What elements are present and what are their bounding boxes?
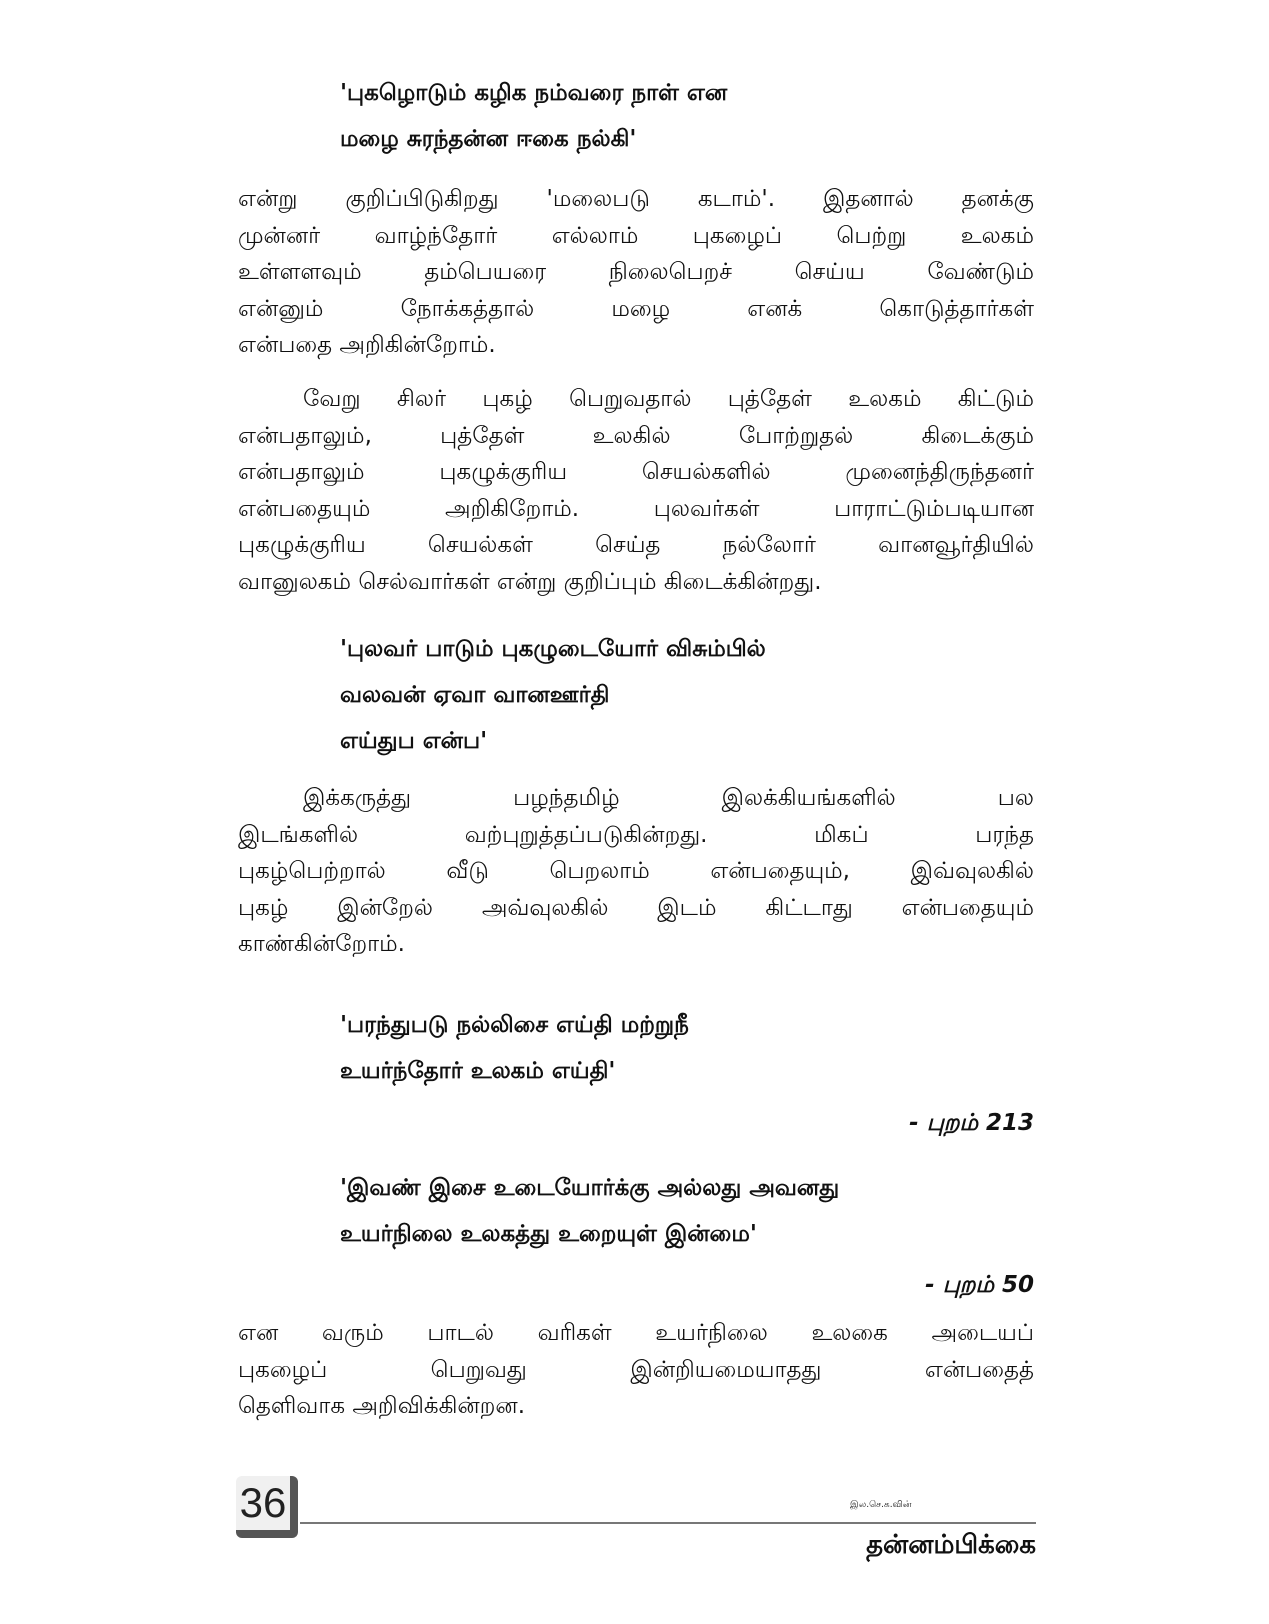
verse-line: மழை சுரந்தன்ன ஈகை நல்கி' [340,126,637,152]
body-paragraph [238,1315,1034,1425]
body-paragraph [238,780,1034,963]
paragraph-line: வேறு சிலர் புகழ் பெறுவதால் புத்தேள் உலகம் கிட்டும் [303,386,1034,412]
verse-quote [340,1165,839,1257]
verse-line: எய்துப என்ப' [340,728,488,754]
verse-line: 'பரந்துபடு நல்லிசை எய்தி மற்றுநீ [340,1012,689,1038]
paragraph-line: என வரும் பாடல் வரிகள் உயர்நிலை உலகை அடையப் [238,1320,1034,1346]
body-paragraph [238,381,1034,600]
verse-source: - புறம் 213 [909,1110,1034,1136]
paragraph-line: இடங்களில் வற்புறுத்தப்படுகின்றது. மிகப் பரந்த [238,821,1034,848]
paragraph-line: என்னும் நோக்கத்தால் மழை எனக் கொடுத்தார்கள் [238,295,1034,322]
paragraph-line: தெளிவாக அறிவிக்கின்றன. [238,1393,526,1419]
footer-rule [300,1522,1036,1524]
paragraph-line: என்பதாலும், புத்தேள் உலகில் போற்றுதல் கிடைக்கும் [238,422,1034,449]
paragraph-line: முன்னர் வாழ்ந்தோர் எல்லாம் புகழைப் பெற்று உலகம் [238,222,1034,249]
body-paragraph [238,181,1034,364]
verse-line: உயர்ந்தோர் உலகம் எய்தி' [340,1058,616,1084]
paragraph-line: வானுலகம் செல்வார்கள் என்று குறிப்பும் கிடைக்கின்றது. [238,568,822,595]
paragraph-line: காண்கின்றோம். [238,931,405,957]
verse-quote [340,626,766,764]
paragraph-line: புகழ்பெற்றால் வீடு பெறலாம் என்பதையும், இவ்வுலகில் [238,858,1034,884]
paragraph-line: என்பதை அறிகின்றோம். [238,332,496,358]
paragraph-line: என்பதாலும் புகழுக்குரிய செயல்களில் முனைந்திருந்தனர் [238,459,1034,485]
paragraph-line: என்பதையும் அறிகிறோம். புலவர்கள் பாராட்டும்படியான [238,495,1034,522]
verse-line: 'இவண் இசை உடையோர்க்கு அல்லது அவனது [340,1175,840,1201]
page-number: 36 [239,1479,287,1526]
verse-line: 'புலவர் பாடும் புகழுடையோர் விசும்பில் [340,636,766,662]
verse-line: உயர்நிலை உலகத்து உறையுள் இன்மை' [340,1221,757,1247]
footer-book-title: தன்னம்பிக்கை [866,1530,1036,1560]
verse-line: 'புகழொடும் கழிக நம்வரை நாள் என [340,80,728,106]
paragraph-line: உள்ளளவும் தம்பெயரை நிலைபெறச் செய்ய வேண்டும் [238,259,1034,285]
paragraph-line: புகழுக்குரிய செயல்கள் செய்த நல்லோர் வானவூர்தியில் [238,532,1034,558]
paragraph-line: இக்கருத்து பழந்தமிழ் இலக்கியங்களில் பல [303,785,1034,811]
verse-quote [340,70,727,162]
footer-publisher: இல.செ.க.வின் [850,1500,912,1510]
paragraph-line: புகழ் இன்றேல் அவ்வுலகில் இடம் கிட்டாது என்பதையும் [238,894,1034,921]
verse-line: வலவன் ஏவா வானஊர்தி [340,682,610,708]
paragraph-line: என்று குறிப்பிடுகிறது 'மலைபடு கடாம்'. இதனால் தனக்கு [238,186,1034,212]
verse-source: - புறம் 50 [925,1272,1034,1298]
paragraph-line: புகழைப் பெறுவது இன்றியமையாதது என்பதைத் [238,1356,1034,1383]
page-number-box [236,1476,298,1538]
verse-quote [340,1002,689,1094]
